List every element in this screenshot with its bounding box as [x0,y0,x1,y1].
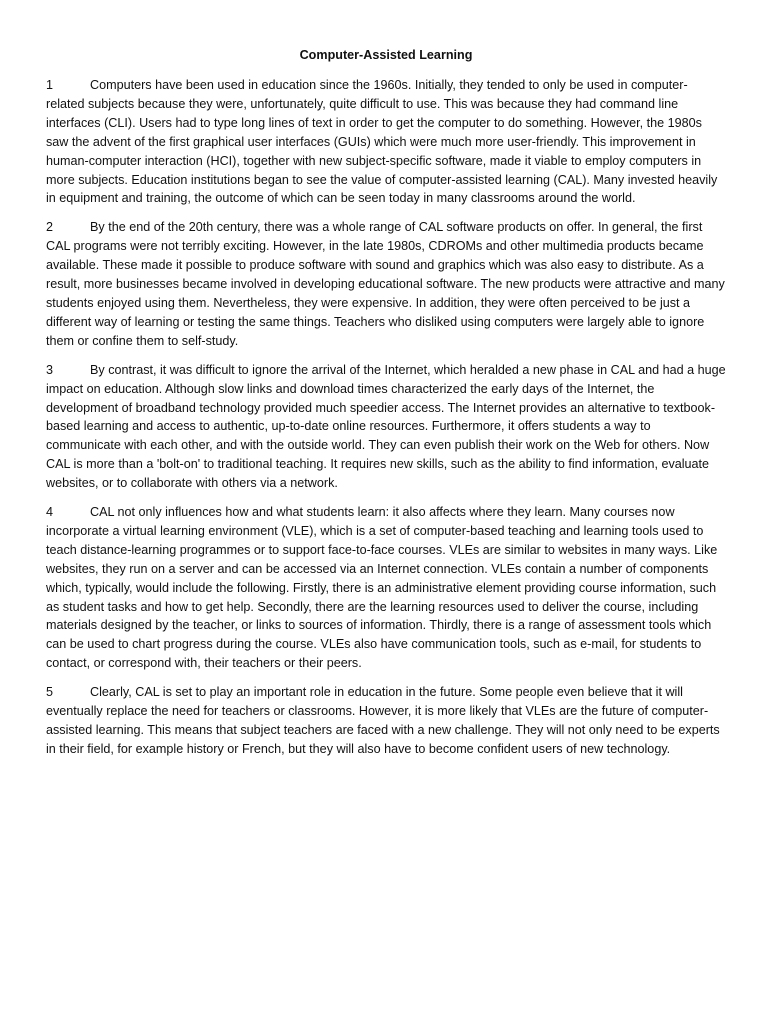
paragraph-text: Clearly, CAL is set to play an important role in education in the future. Some people even believe that it will eventually replace the need for teachers or classrooms. However, it is more likely that VLEs are the future of computer-assisted learning. This means that subject teachers are faced with a new challenge. They will not only need to be experts in their field, for example history or French, but they will also have to become confident users of new technology. [46,685,720,756]
paragraph-3 [46,361,726,493]
paragraph-number: 2 [46,220,54,235]
paragraph-5 [46,683,726,759]
paragraph-text: CAL not only influences how and what students learn: it also affects where they learn. Many courses now incorporate a virtual learning environment (VLE), which is a set of computer-based teaching and learning tools used to teach distance-learning programmes or to support face-to-face courses. VLEs are similar to websites in many ways. Like websites, they run on a server and can be accessed via an Internet connection. VLEs contain a number of components which, typically, would include the following. Firstly, there is an administrative element providing course information, such as student tasks and how to get help. Secondly, there are the learning resources used to deliver the course, including materials designed by the teacher, or links to sources of information. Thirdly, there is a range of assessment tools which can be used to chart progress during the course. VLEs also have communication tools, such as e-mail, for students to contact, or correspond with, their teachers or their peers. [46,505,718,671]
paragraph-2 [46,218,726,350]
paragraph-1 [46,76,726,208]
paragraph-text: By the end of the 20th century, there was a whole range of CAL software products on offer. In general, the first CAL programs were not terribly exciting. However, in the late 1980s, CDROMs and other multimedia products became available. These made it possible to produce software with sound and graphics which was also easy to distribute. As a result, more businesses became involved in developing educational software. The new products were attractive and many students enjoyed using them. Nevertheless, they were expensive. In addition, they were often perceived to be just a different way of learning or testing the same things. Teachers who disliked using computers were largely able to ignore them or confine them to self-study. [46,220,725,348]
paragraph-4 [46,503,726,673]
paragraph-number: 1 [46,78,54,92]
paragraph-number: 4 [46,505,54,520]
paragraph-text: By contrast, it was difficult to ignore the arrival of the Internet, which heralded a new phase in CAL and had a huge impact on education. Although slow links and download times characterized the early days of the Internet, the development of broadband technology provided much speedier access. The Internet provides an alternative to textbook-based learning and access to authentic, up-to-date online resources. Furthermore, it offers students a way to communicate with each other, and with the outside world. They can even publish their work on the Web for others. Now CAL is more than a 'bolt-on' to traditional teaching. It requires new skills, such as the ability to find information, evaluate websites, or to collaborate with others via a network. [46,362,726,491]
document-page [46,46,726,769]
document-title: Computer-Assisted Learning [299,48,473,62]
paragraph-number: 5 [46,685,54,700]
paragraph-number: 3 [46,362,54,377]
paragraph-text: Computers have been used in education since the 1960s. Initially, they tended to only be used in computer-related subjects because they were, unfortunately, quite difficult to use. This was because they had command line interfaces (CLI). Users had to type long lines of text in order to get the computer to do something. However, the 1980s saw the advent of the first graphical user interfaces (GUIs) which were much more user-friendly. This improvement in human-computer interaction (HCI), together with new subject-specific software, made it viable to employ computers in more subjects. Education institutions began to see the value of computer-assisted learning (CAL). Many invested heavily in equipment and training, the outcome of which can be seen today in many classrooms around the world. [46,78,718,206]
